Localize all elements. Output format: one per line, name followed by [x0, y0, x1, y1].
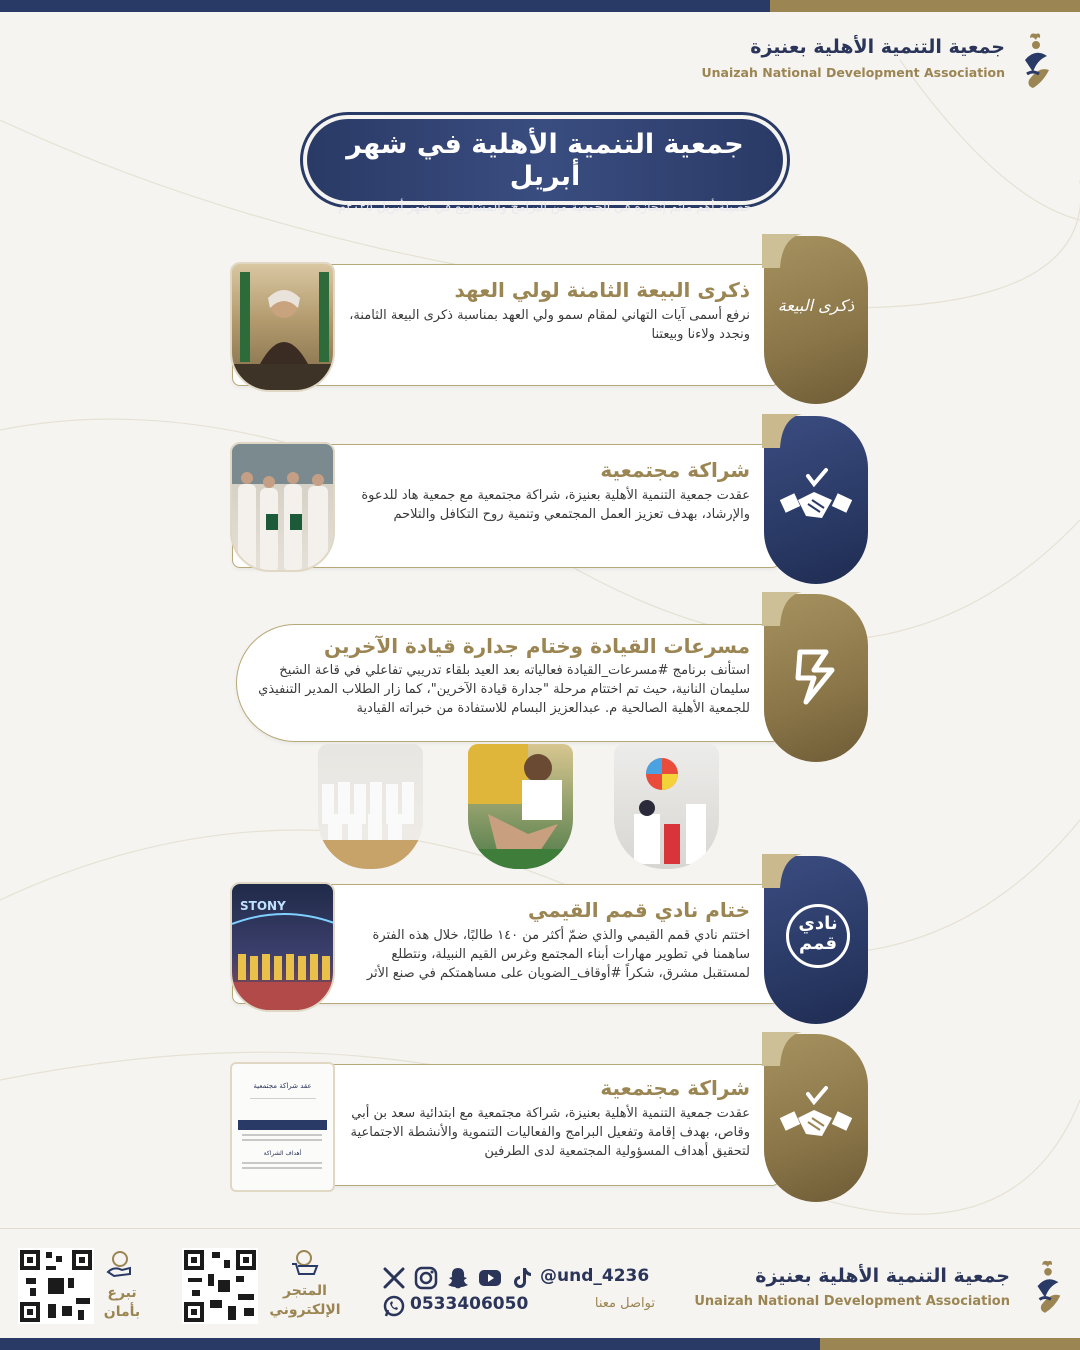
header-title-arabic: جمعية التنمية الأهلية بعنيزة: [750, 36, 1005, 58]
card-body: اختتم نادي قمم القيمي والذي ضمّ أكثر من ١٤٠ طالبًا، خلال هذه الفترة ساهمنا في تطوير مهارات أبناء المجتمع وغرس القيم النبيلة، ونتطلع لمستقبل مشرق، شكراً #أوقاف_الضويان على مساهمتكم في صنع الأثر: [366, 928, 750, 981]
store-label[interactable]: [262, 1282, 348, 1320]
x-twitter-icon[interactable]: [382, 1266, 406, 1290]
card-badge: [764, 594, 868, 762]
badge-text-line-1: نادي: [798, 913, 838, 934]
svg-text:STONY: STONY: [240, 899, 286, 913]
doc-title: عقد شراكة مجتمعية: [253, 1082, 312, 1090]
footer-title-english: Unaizah National Development Association: [694, 1294, 1010, 1309]
contact-us-label: تواصل معنا: [594, 1296, 655, 1311]
card-badge: [764, 236, 868, 404]
students-group-photo: [318, 744, 423, 869]
card-badge: [764, 856, 868, 1024]
tiktok-icon[interactable]: [510, 1266, 534, 1290]
card-title: شراكة مجتمعية: [600, 458, 750, 482]
handshake-icon: [780, 1084, 852, 1148]
social-handle[interactable]: @und_4236: [540, 1266, 650, 1286]
donate-qr-code[interactable]: [18, 1248, 94, 1324]
snapchat-icon[interactable]: [446, 1266, 470, 1290]
bottom-strip-accent: [820, 1338, 1080, 1350]
whatsapp-icon[interactable]: [382, 1294, 406, 1318]
donate-label-line-1: تبرع: [107, 1285, 137, 1301]
footer-title-arabic: جمعية التنمية الأهلية بعنيزة: [755, 1265, 1010, 1287]
hands-teamwork-photo: [468, 744, 573, 869]
store-cart-icon: [290, 1248, 320, 1278]
main-banner: [300, 112, 790, 214]
card-body: استأنف برنامج #مسرعات_القيادة فعالياته بعد العيد بلقاء تدريبي تفاعلي في قاعة الشيخ سليمان النانية، حيث تم اختتام مرحلة "جدارة قيادة الآخرين"، كما زار الطلاب المدير التنفيذي للجمعية الأهلية الصالحية م. عبدالعزيز البسام للاستفادة من خبراته القيادية: [258, 663, 750, 716]
crown-prince-photo: [230, 262, 335, 392]
store-label-line-2: الإلكتروني: [269, 1302, 341, 1318]
card-title: ذكرى البيعة الثامنة لولي العهد: [454, 278, 750, 302]
partnership-signing-photo: [230, 442, 335, 572]
lightning-icon: [786, 646, 846, 706]
instagram-icon[interactable]: [414, 1266, 438, 1290]
card-title: مسرعات القيادة وختام جدارة قيادة الآخرين: [323, 634, 750, 658]
donate-label[interactable]: [92, 1284, 152, 1322]
banner-title: جمعية التنمية الأهلية في شهر أبريل: [346, 129, 744, 192]
card-body: عقدت جمعية التنمية الأهلية بعنيزة، شراكة مجتمعية مع جمعية هاد للدعوة والإرشاد، بهدف تعزيز العمل المجتمعي وتنمية روح التكافل والتلاحم: [361, 488, 750, 522]
contract-document-photo: [230, 1062, 335, 1192]
store-qr-code[interactable]: [182, 1248, 258, 1324]
badge-text-line-2: قمم: [799, 933, 837, 954]
store-label-line-1: المتجر: [283, 1283, 327, 1299]
top-strip-accent: [770, 0, 1080, 12]
doc-subtitle: أهداف الشراكة: [263, 1150, 302, 1157]
association-logo-icon: [1015, 30, 1057, 94]
donate-label-line-2: بأمان: [103, 1304, 141, 1320]
handshake-icon: [780, 466, 852, 530]
card-badge: [764, 1034, 868, 1202]
header-title-english: Unaizah National Development Association: [701, 65, 1005, 80]
card-title: ختام نادي قمم القيمي: [527, 898, 750, 922]
phone-number[interactable]: 0533406050: [410, 1294, 529, 1314]
ball-activity-photo: [614, 744, 719, 869]
association-logo-icon: [1028, 1255, 1068, 1321]
club-closing-photo: [230, 882, 335, 1012]
card-badge: [764, 416, 868, 584]
banner-subtitle: حصيلة أهم ماتم إنجازه في الجمعية من البرامج والمشاريع في شهر أبريل ٢٠٢٥م: [338, 199, 752, 214]
youtube-icon[interactable]: [478, 1266, 502, 1290]
donate-hand-icon: [106, 1250, 134, 1278]
footer-divider: [0, 1228, 1080, 1229]
card-body: عقدت جمعية التنمية الأهلية بعنيزة، شراكة مجتمعية مع ابتدائية سعد بن أبي وقاص، بهدف إقامة وتفعيل البرامج والفعاليات التنموية والأنشطة الاجتماعية لتحقيق أهداف المسؤولية المجتمعية لدى الطرفين: [350, 1106, 750, 1159]
calligraphy-bayaa-icon: ذكرى البيعة: [777, 296, 855, 315]
card-title: شراكة مجتمعية: [600, 1076, 750, 1100]
qimam-club-label: [778, 914, 858, 954]
card-body: نرفع أسمى آيات التهاني لمقام سمو ولي العهد بمناسبة ذكرى البيعة الثامنة، ونجدد ولاءنا وبيعتنا: [349, 308, 750, 342]
